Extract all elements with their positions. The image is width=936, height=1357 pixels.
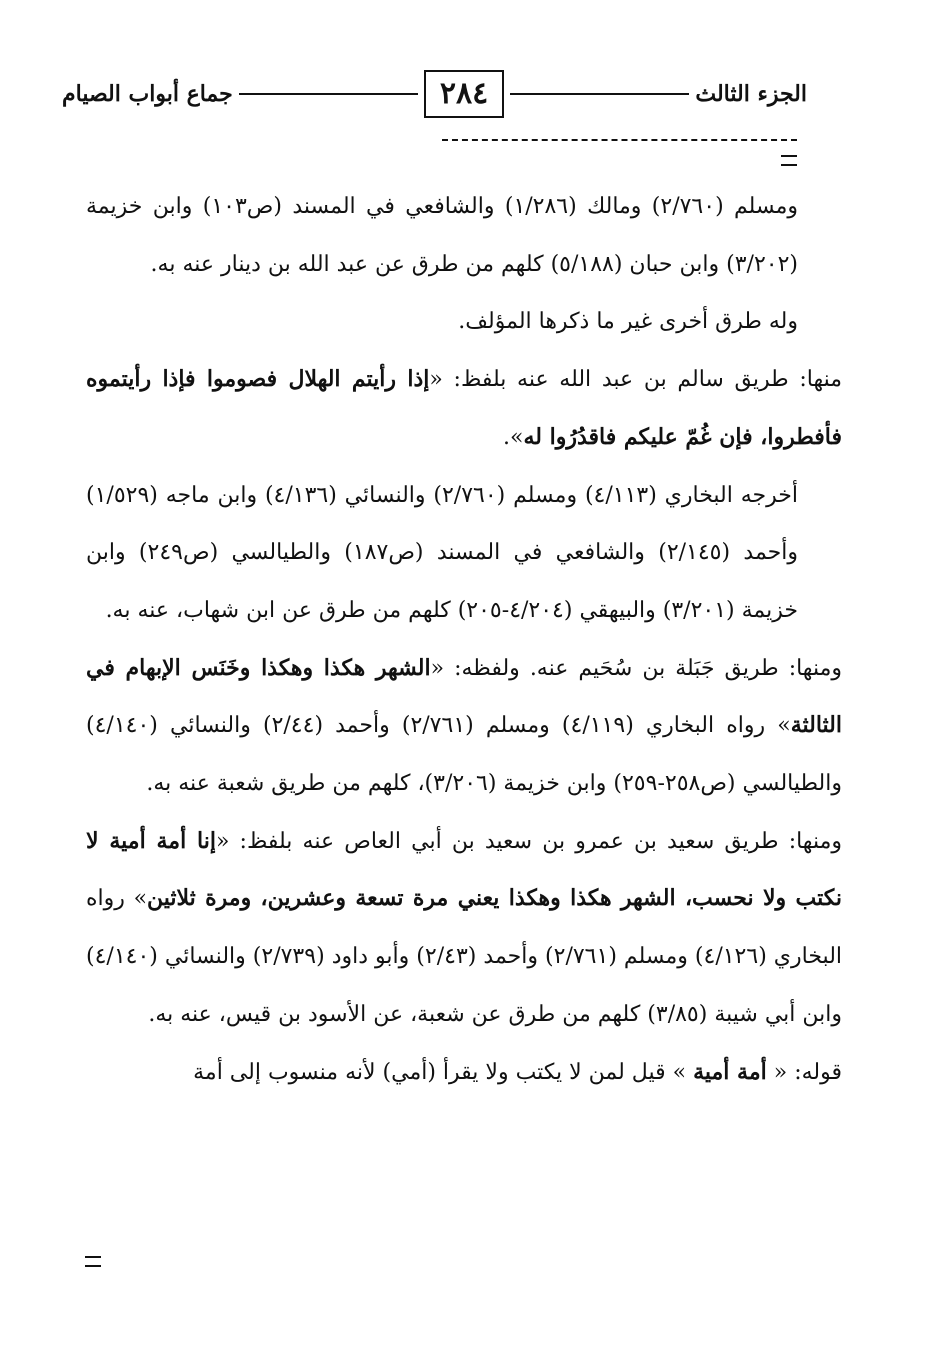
paragraph-p2: [86, 293, 798, 351]
page-body: [86, 178, 843, 1101]
paragraph-p7: [86, 1044, 842, 1102]
paragraph-text: ومنها: طريق سعيد بن عمرو بن سعيد بن أبي العاص عنه بلفظ: «: [215, 828, 842, 854]
page-number: ٢٨٤: [424, 70, 504, 118]
hadith-quote: إذا رأيتم الهلال فصوموا فإذا رأيتموه فأفطروا، فإن غُمّ عليكم فاقدُرُوا له: [86, 366, 842, 450]
paragraph-text: ومسلم (٢/٧٦٠) ومالك (١/٢٨٦) والشافعي في المسند (ص١٠٣) وابن خزيمة (٣/٢٠٢) وابن حبان (٥/١٨٨) كلهم من طرق عن عبد الله بن دينار عنه به.: [86, 194, 798, 277]
running-header: [62, 62, 807, 126]
hadith-quote: الشهر هكذا وهكذا وخَنَس الإبهام في الثالثة: [86, 654, 842, 739]
continuation-mark-top: [781, 155, 797, 166]
hadith-quote: إنا أمة أمية لا نكتب ولا نحسب، الشهر هكذا وهكذا يعني مرة تسعة وعشرين، ومرة ثلاثين: [86, 827, 842, 912]
paragraph-p1: [86, 178, 798, 293]
paragraph-text: ومنها: طريق جَبَلة بن سُحَيم عنه. ولفظه: «: [430, 655, 842, 681]
paragraph-text: أخرجه البخاري (٤/١١٣) ومسلم (٢/٧٦٠) والنسائي (٤/١٣٦) وابن ماجه (١/٥٢٩) وأحمد (٢/١٤٥) والشافعي في المسند (ص١٨٧) والطيالسي (ص٢٤٩) وابن خزيمة (٣/٢٠١) والبيهقي (٤/٢٠٤-٢٠٥) كلهم من طرق عن ابن شهاب، عنه به.: [86, 482, 799, 623]
continuation-mark-bottom: [85, 1256, 101, 1267]
paragraph-text: » رواه البخاري (٤/١٢٦) ومسلم (٢/٧٦١) وأحمد (٢/٤٣) وأبو داود (٢/٧٣٩) والنسائي (٤/١٤٠) وابن أبي شيبة (٣/٨٥) كلهم من طرق عن شعبة، عن الأسود بن قيس، عنه به.: [86, 886, 843, 1027]
paragraph-text: » رواه البخاري (٤/١١٩) ومسلم (٢/٧٦١) وأحمد (٢/٤٤) والنسائي (٤/١٤٠) والطيالسي (ص٢٥٨-٢٥٩) وابن خزيمة (٣/٢٠٦)، كلهم من طريق شعبة عنه به.: [86, 713, 842, 797]
paragraph-p5: [86, 640, 842, 813]
volume-title: الجزء الثالث: [695, 81, 807, 107]
dashed-separator: [442, 139, 797, 141]
paragraph-text: ».: [502, 424, 524, 450]
paragraph-text: » قيل لمن لا يكتب ولا يقرأ (أمي) لأنه منسوب إلى أمة: [193, 1059, 694, 1085]
hadith-quote: أمة أمية: [693, 1058, 767, 1085]
header-rule-right: [510, 93, 689, 95]
header-rule-left: [239, 93, 418, 95]
chapter-title: جماع أبواب الصيام: [62, 81, 233, 107]
paragraph-p4: [86, 467, 798, 640]
paragraph-text: منها: طريق سالم بن عبد الله عنه بلفظ: «: [429, 367, 843, 393]
paragraph-text: وله طرق أخرى غير ما ذكرها المؤلف.: [458, 309, 798, 335]
paragraph-text: قوله: «: [766, 1059, 842, 1085]
paragraph-p6: [86, 813, 842, 1044]
paragraph-p3: [86, 351, 842, 466]
